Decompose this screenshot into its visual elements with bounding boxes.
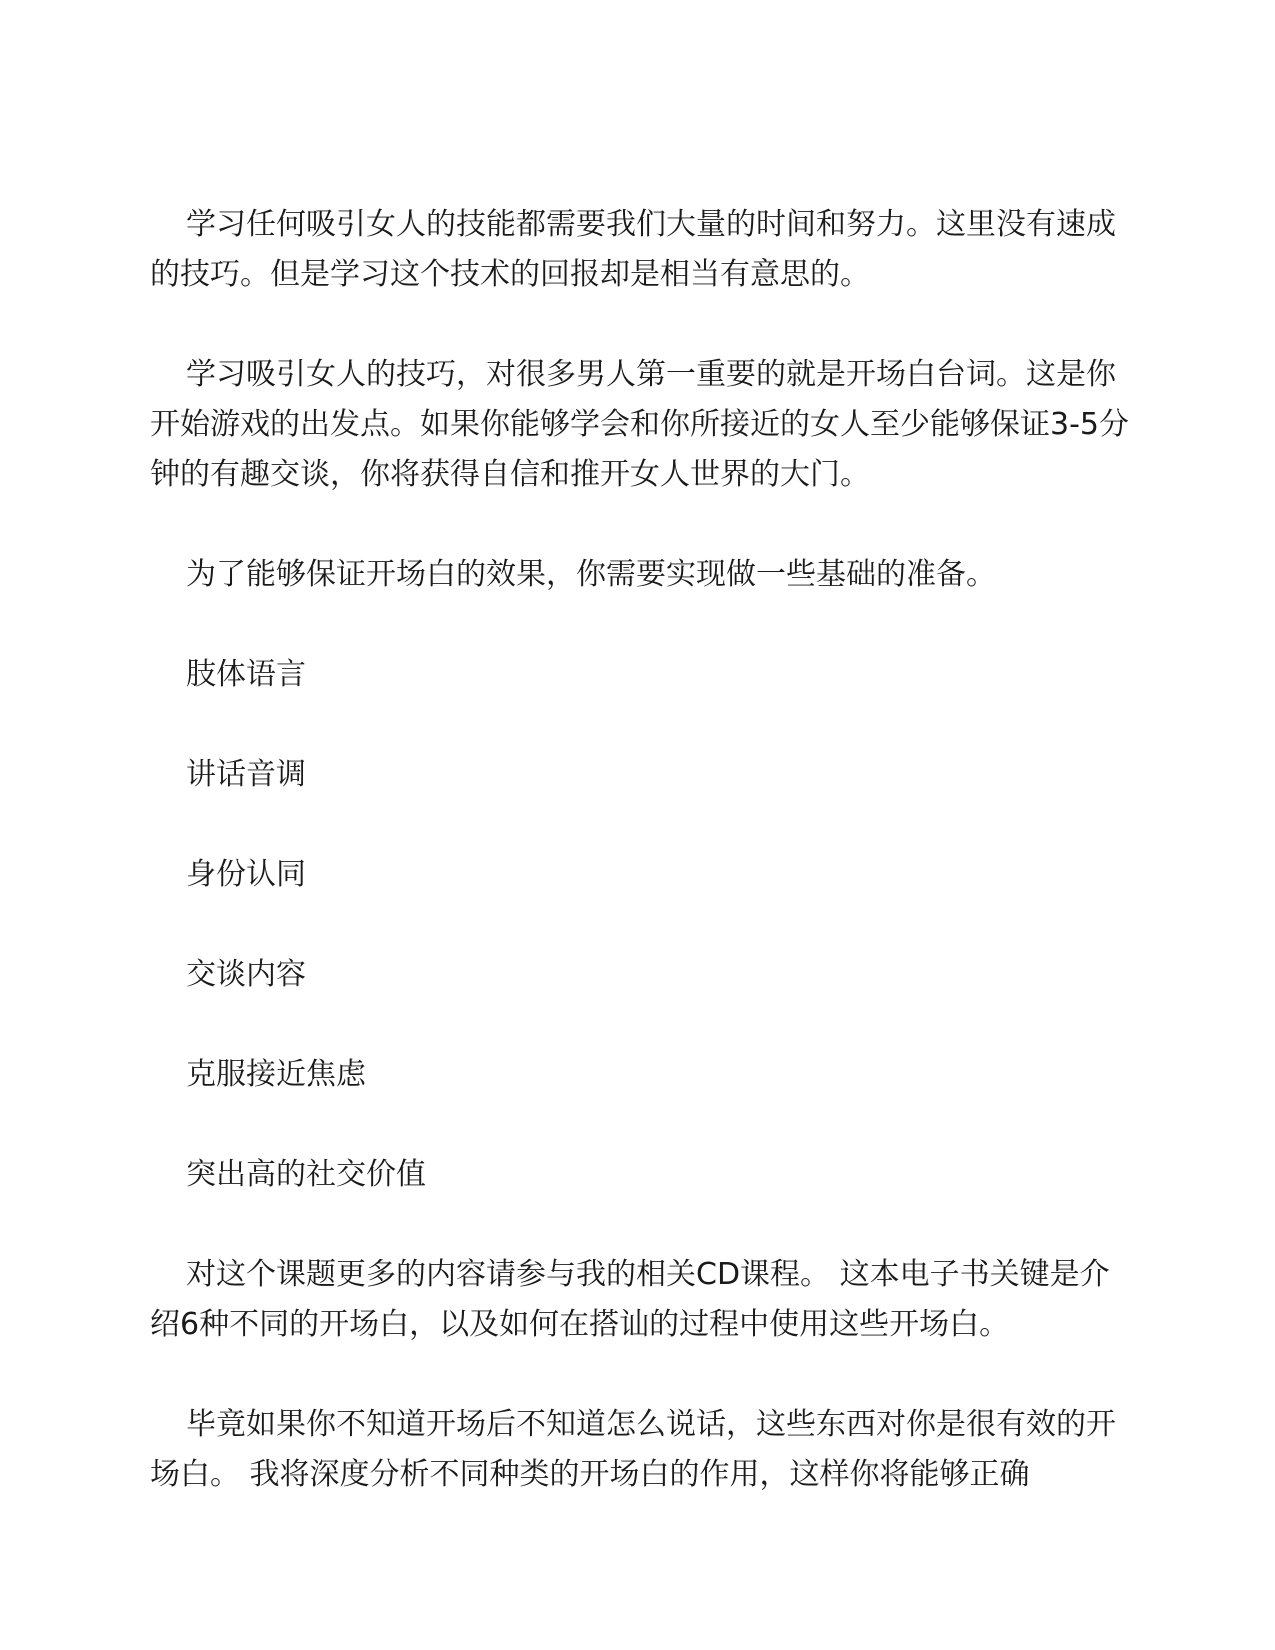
list-item: 交谈内容 (186, 957, 306, 992)
list-item: 突出高的社交价值 (186, 1157, 426, 1192)
list-item: 肢体语言 (186, 657, 306, 692)
paragraph-opening-lines: 学习吸引女人的技巧，对很多男人第一重要的就是开场白台词。这是你开始游戏的出发点。如果你能够学会和你所接近的女人至少能够保证3-5分钟的有趣交谈，你将获得自信和推开女人世界的大门。 (150, 357, 1129, 492)
paragraph-cd-course: 对这个课题更多的内容请参与我的相关CD课程。 这本电子书关键是介绍6种不同的开场白，以及如何在搭讪的过程中使用这些开场白。 (150, 1257, 1110, 1342)
paragraph-intro: 学习任何吸引女人的技能都需要我们大量的时间和努力。这里没有速成的技巧。但是学习这个技术的回报却是相当有意思的。 (150, 207, 1116, 292)
list-item: 身份认同 (186, 857, 306, 892)
list-item: 克服接近焦虑 (186, 1057, 366, 1092)
document-body (150, 200, 1130, 1550)
list-item: 讲话音调 (186, 757, 306, 792)
paragraph-analysis: 毕竟如果你不知道开场后不知道怎么说话，这些东西对你是很有效的开场白。 我将深度分析不同种类的开场白的作用，这样你将能够正确 (150, 1407, 1116, 1492)
paragraph-preparation: 为了能够保证开场白的效果，你需要实现做一些基础的准备。 (186, 557, 996, 592)
